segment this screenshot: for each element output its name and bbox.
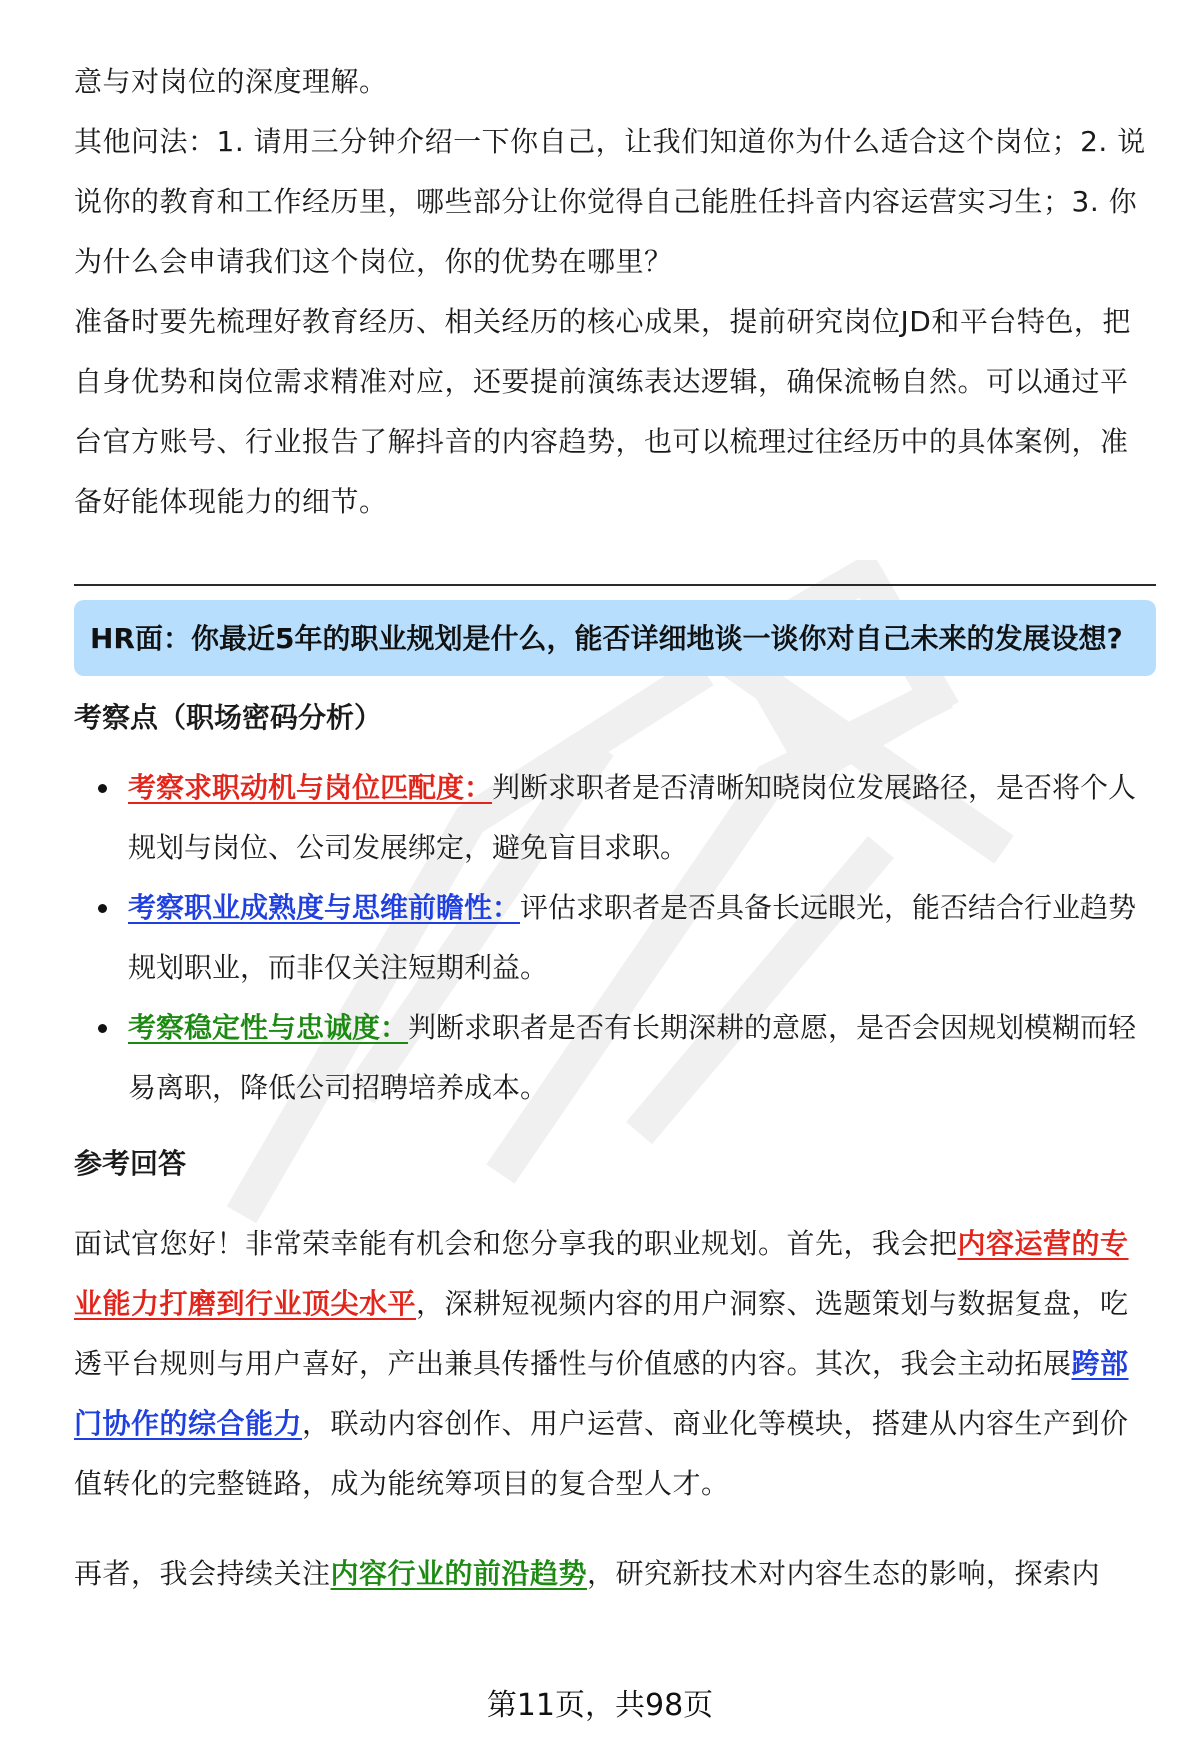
- analysis-points-list: [74, 758, 1156, 1118]
- answer-text: ，深耕短视频内容的用户洞察、选题策划与数据复盘，吃透平台规则与用户喜好，产出兼具传播性与价值感的内容。其次，我会主动拓展: [74, 1287, 1129, 1380]
- reference-answer-paragraph: [74, 1544, 1156, 1604]
- other-questions-paragraph: 其他问法：1. 请用三分钟介绍一下你自己，让我们知道你为什么适合这个岗位；2. 说说你的教育和工作经历里，哪些部分让你觉得自己能胜任抖音内容运营实习生；3. 你为什么会申请我们这个岗位，你的优势在哪里？: [74, 125, 1146, 278]
- analysis-point: [74, 998, 1156, 1118]
- page-number: 第11页，共98页: [486, 1688, 714, 1723]
- answer-highlight: 内容运营的专业能力打磨到行业顶尖水平: [74, 1227, 1129, 1320]
- answer-highlight: 内容行业的前沿趋势: [330, 1557, 588, 1590]
- intro-continuation: 意与对岗位的深度理解。: [74, 65, 388, 98]
- analysis-point-text: 判断求职者是否有长期深耕的意愿，是否会因规划模糊而轻易离职，降低公司招聘培养成本。: [128, 1011, 1137, 1104]
- document-page: [74, 52, 1156, 1604]
- analysis-point-label: 考察稳定性与忠诚度：: [128, 1011, 409, 1044]
- reference-answer-heading: 参考回答: [74, 1147, 187, 1180]
- preparation-tips-paragraph: 准备时要先梳理好教育经历、相关经历的核心成果，提前研究岗位JD和平台特色，把自身优势和岗位需求精准对应，还要提前演练表达逻辑，确保流畅自然。可以通过平台官方账号、行业报告了解抖音的内容趋势，也可以梳理过往经历中的具体案例，准备好能体现能力的细节。: [74, 305, 1131, 518]
- interview-question-box: [74, 600, 1156, 676]
- analysis-point-text: 评估求职者是否具备长远眼光，能否结合行业趋势规划职业，而非仅关注短期利益。: [128, 891, 1137, 984]
- reference-answer-paragraph: [74, 1214, 1156, 1514]
- analysis-point-label: 考察职业成熟度与思维前瞻性：: [128, 891, 521, 924]
- analysis-point-text: 判断求职者是否清晰知晓岗位发展路径，是否将个人规划与岗位、公司发展绑定，避免盲目求职。: [128, 771, 1137, 864]
- section-divider: [74, 584, 1156, 586]
- answer-text: 面试官您好！非常荣幸能有机会和您分享我的职业规划。首先，我会把: [74, 1227, 958, 1260]
- analysis-heading: 考察点（职场密码分析）: [74, 701, 383, 734]
- answer-highlight: 跨部门协作的综合能力: [74, 1347, 1129, 1440]
- interview-question-title: HR面：你最近5年的职业规划是什么，能否详细地谈一谈你对自己未来的发展设想?: [90, 622, 1123, 655]
- answer-text: 再者，我会持续关注: [74, 1557, 331, 1590]
- analysis-point-label: 考察求职动机与岗位匹配度：: [128, 771, 493, 804]
- answer-text: ，联动内容创作、用户运营、商业化等模块，搭建从内容生产到价值转化的完整链路，成为能统筹项目的复合型人才。: [74, 1407, 1129, 1500]
- analysis-point: [74, 878, 1156, 998]
- answer-text: ，研究新技术对内容生态的影响，探索内: [587, 1557, 1101, 1590]
- analysis-point: [74, 758, 1156, 878]
